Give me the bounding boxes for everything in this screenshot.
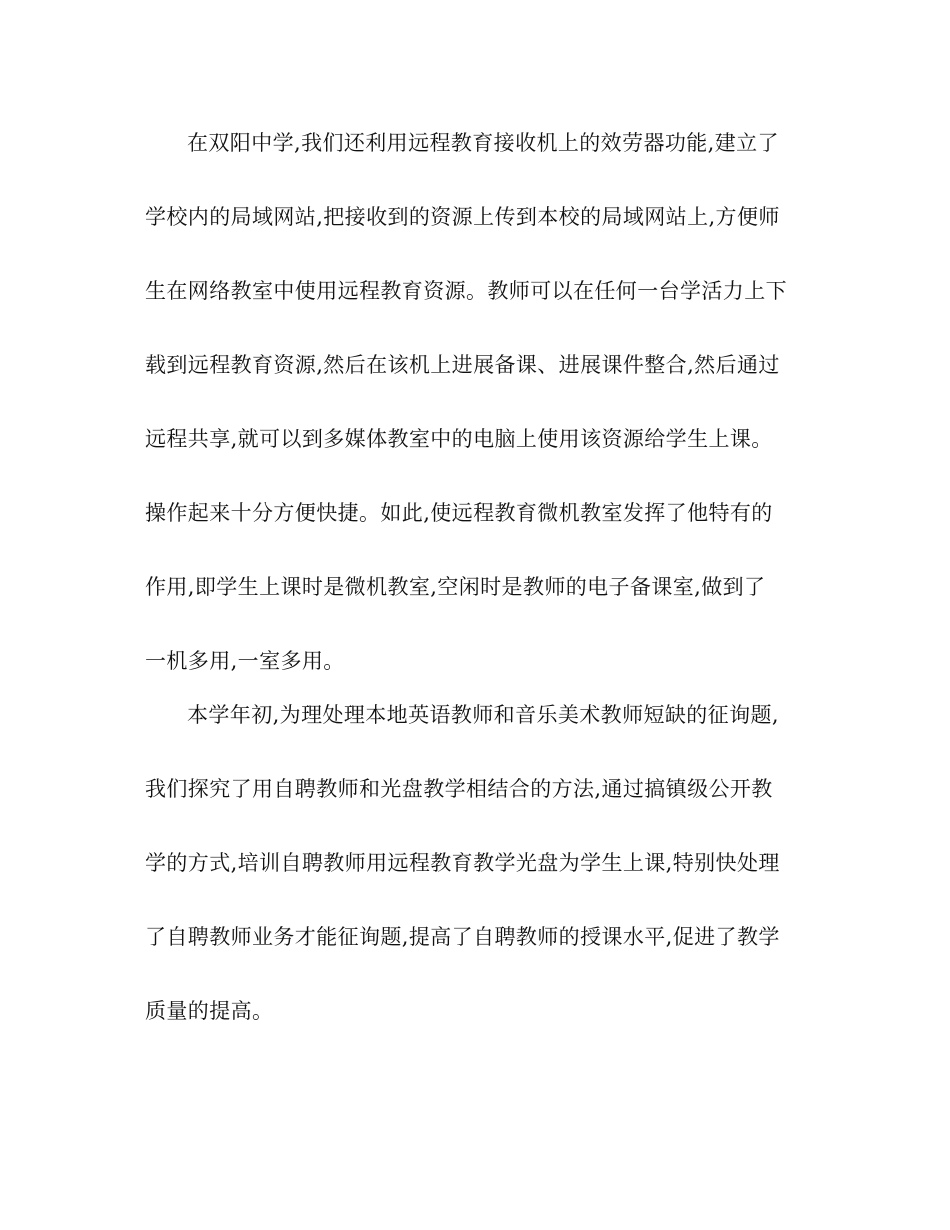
- text-line: 学的方式,培训自聘教师用远程教育教学光盘为学生上课,特别快处理: [145, 851, 780, 875]
- text-line: 我们探究了用自聘教师和光盘教学相结合的方法,通过搞镇级公开教: [145, 777, 773, 801]
- text-line: 生在网络教室中使用远程教育资源。教师可以在任何一台学活力上下: [145, 279, 787, 303]
- text-line: 本学年初,为理处理本地英语教师和音乐美术教师短缺的征询题,: [187, 703, 779, 727]
- text-line: 在双阳中学,我们还利用远程教育接收机上的效劳器功能,建立了: [187, 131, 779, 155]
- text-line: 载到远程教育资源,然后在该机上进展备课、进展课件整合,然后通过: [145, 353, 780, 377]
- text-line: 了自聘教师业务才能征询题,提高了自聘教师的授课水平,促进了教学: [145, 925, 780, 949]
- text-line: 远程共享,就可以到多媒体教室中的电脑上使用该资源给学生上课。: [145, 427, 773, 451]
- text-line: 操作起来十分方便快捷。如此,使远程教育微机教室发挥了他特有的: [145, 501, 773, 525]
- text-line: 学校内的局域网站,把接收到的资源上传到本校的局域网站上,方便师: [145, 205, 780, 229]
- text-line: 作用,即学生上课时是微机教室,空闲时是教师的电子备课室,做到了: [145, 575, 766, 599]
- text-line: 质量的提高。: [145, 999, 274, 1023]
- text-line: 一机多用,一室多用。: [145, 649, 345, 673]
